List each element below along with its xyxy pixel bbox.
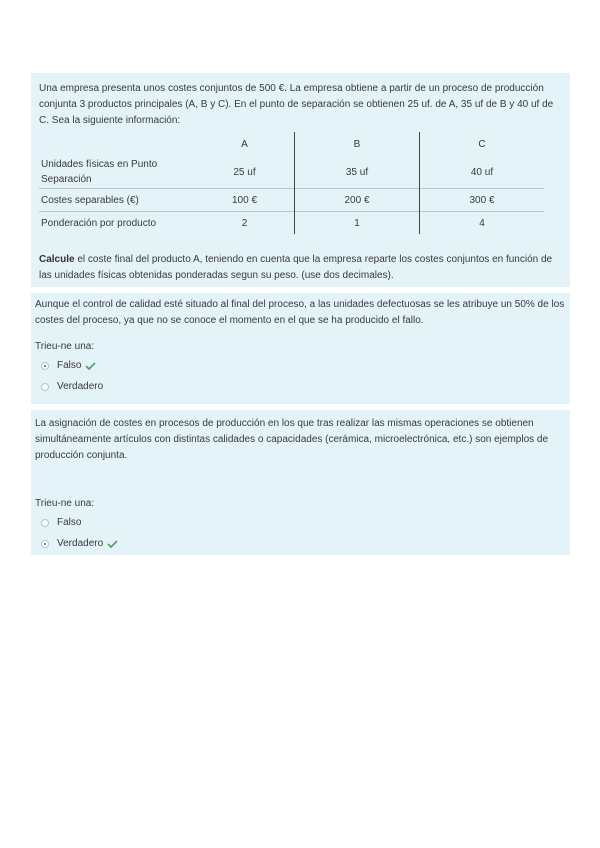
cell-b: 35 uf	[295, 156, 420, 189]
radio-icon[interactable]	[41, 540, 49, 548]
cell-c: 40 uf	[420, 156, 545, 189]
row-label: Costes separables (€)	[39, 189, 195, 212]
cell-a: 2	[195, 212, 295, 235]
table-header-b: B	[295, 132, 420, 156]
question-3-panel	[31, 410, 570, 555]
cell-a: 100 €	[195, 189, 295, 212]
row-label: Unidades físicas en Punto Separación	[41, 159, 158, 185]
table-header-c: C	[420, 132, 545, 156]
question-1-instruction	[39, 252, 562, 284]
cell-c: 300 €	[420, 189, 545, 212]
option-label: Verdadero	[57, 538, 104, 549]
question-1-intro: Una empresa presenta unos costes conjuntos de 500 €. La empresa obtiene a partir de un proceso de producción conjunta 3 productos principales (A, B y C). En el punto de separación se obtienen 25 uf. de A, 35 uf de B y 40 uf de C. Sea la siguiente información:	[39, 83, 554, 126]
table-row	[39, 212, 544, 235]
cell-b: 200 €	[295, 189, 420, 212]
question-3-text: La asignación de costes en procesos de producción en los que tras realizar las mismas operaciones se obtienen simultáneamente artículos con distintas calidades o capacidades (cerámica, microelectrónica, etc.) son ejemplos de producción conjunta.	[35, 418, 549, 461]
radio-icon[interactable]	[41, 519, 49, 527]
question-2-text: Aunque el control de calidad esté situado al final del proceso, a las unidades defectuosas se les atribuye un 50% de los costes del proceso, ya que no se conoce el momento en el que se ha producido el fallo.	[35, 299, 565, 326]
cell-a: 25 uf	[233, 166, 256, 178]
check-icon	[85, 362, 96, 370]
table-header-a: A	[241, 138, 248, 150]
table-row	[39, 156, 544, 189]
table-header-empty	[39, 132, 195, 156]
cell-c: 4	[420, 212, 545, 235]
option-falso[interactable]	[35, 512, 566, 533]
question-2-prompt: Trieu-ne una:	[35, 341, 95, 352]
check-icon	[107, 540, 118, 548]
radio-icon[interactable]	[41, 362, 49, 370]
option-falso[interactable]	[35, 355, 566, 376]
calc-text: el coste final del producto A, teniendo en cuenta que la empresa reparte los costes conjuntos en función de las unidades físicas obtenidas ponderadas segun su peso. (use dos decimales).	[39, 254, 553, 281]
info-table	[39, 132, 544, 234]
table-header-row	[39, 132, 544, 156]
cell-b: 1	[295, 212, 420, 235]
question-1-panel	[31, 73, 570, 287]
option-verdadero[interactable]	[35, 376, 566, 397]
radio-icon[interactable]	[41, 383, 49, 391]
question-2-panel	[31, 293, 570, 404]
option-label: Falso	[57, 360, 82, 371]
option-label: Falso	[57, 517, 82, 528]
option-label: Verdadero	[57, 381, 104, 392]
option-verdadero[interactable]	[35, 533, 566, 554]
question-3-prompt: Trieu-ne una:	[35, 498, 95, 509]
table-row	[39, 189, 544, 212]
row-label: Ponderación por producto	[39, 212, 195, 235]
calc-bold: Calcule	[39, 254, 75, 265]
